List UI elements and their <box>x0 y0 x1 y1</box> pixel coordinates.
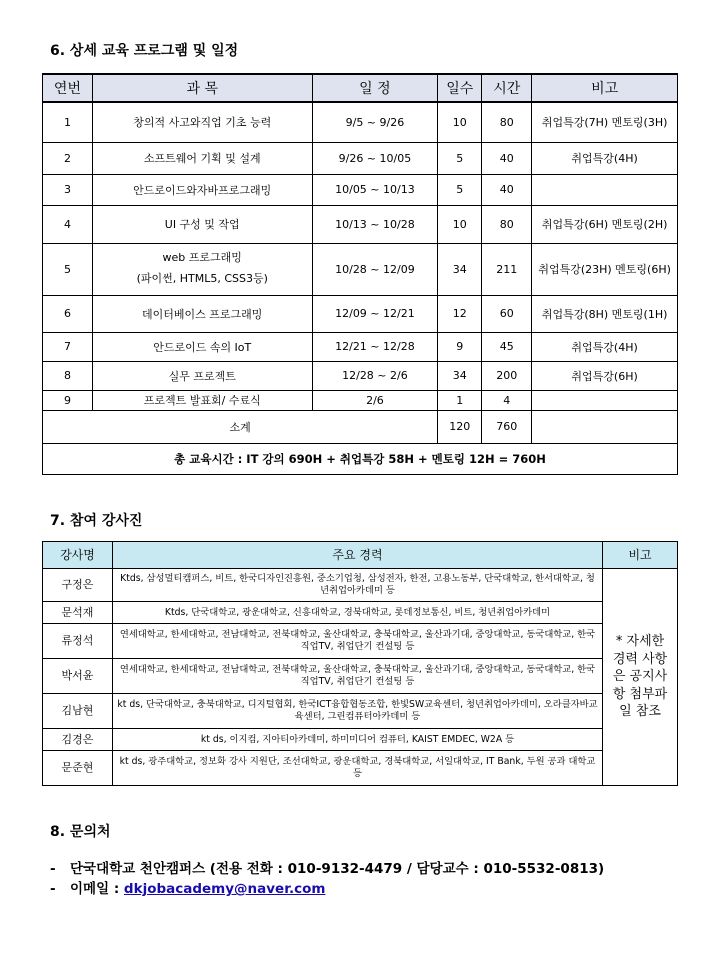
cell-note <box>532 174 678 205</box>
email-link[interactable]: dkjobacademy@naver.com <box>123 881 326 897</box>
cell-note: 취업특강(4H) <box>532 142 678 174</box>
header-subject: 과 목 <box>92 74 312 102</box>
subtotal-label: 소계 <box>43 410 438 443</box>
cell-subject-line1: web 프로그래밍 <box>162 251 242 265</box>
subtotal-note <box>532 410 678 443</box>
cell-days: 10 <box>438 102 482 142</box>
cell-note: 취업특강(8H) 멘토링(1H) <box>532 295 678 332</box>
cell-hours: 80 <box>482 205 532 243</box>
cell-days: 10 <box>438 205 482 243</box>
cell-note: 취업특강(4H) <box>532 332 678 361</box>
cell-period: 10/13 ~ 10/28 <box>312 205 438 243</box>
header-days: 일수 <box>438 74 482 102</box>
section7-title: 7. 참여 강사진 <box>50 513 143 529</box>
cell-days: 5 <box>438 142 482 174</box>
lecturer-career: kt ds, 광주대학교, 정보화 강사 지원단, 조선대학교, 광운대학교, 경북대학교, 서일대학교, IT Bank, 두원 공과 대학교 등 <box>112 751 602 786</box>
total-row <box>43 443 678 474</box>
section6-title: 6. 상세 교육 프로그램 및 일정 <box>50 43 239 59</box>
header-remark: 비고 <box>603 542 678 569</box>
cell-period: 9/26 ~ 10/05 <box>312 142 438 174</box>
lecturer-name: 문석재 <box>43 602 113 624</box>
table-row <box>43 142 678 174</box>
cell-period: 10/28 ~ 12/09 <box>312 243 438 295</box>
cell-note: 취업특강(23H) 멘토링(6H) <box>532 243 678 295</box>
contact-phone-line <box>50 857 604 877</box>
lecturer-career: Ktds, 단국대학교, 광운대학교, 신흥대학교, 경북대학교, 롯데정보통신, 비트, 청년취업아카데미 <box>112 602 602 624</box>
lecturer-name: 문준현 <box>43 751 113 786</box>
cell-hours: 40 <box>482 142 532 174</box>
cell-hours: 40 <box>482 174 532 205</box>
cell-no: 8 <box>43 361 93 390</box>
lecturer-career: Ktds, 삼성멀티캠퍼스, 비트, 한국디자인진흥원, 중소기업청, 삼성전자, 한전, 고용노동부, 단국대학교, 한서대학교, 청년취업아카데미 등 <box>112 569 602 602</box>
cell-subject: 안드로이드 속의 IoT <box>92 332 312 361</box>
table-row <box>43 295 678 332</box>
table-row <box>43 243 678 295</box>
lecturer-career: 연세대학교, 한세대학교, 전남대학교, 전북대학교, 울산대학교, 충북대학교, 울산과기대, 중앙대학교, 동국대학교, 한국직업TV, 취업단기 컨설팅 등 <box>112 659 602 694</box>
cell-days: 9 <box>438 332 482 361</box>
lecturer-name: 류정석 <box>43 624 113 659</box>
cell-days: 1 <box>438 390 482 410</box>
bullet-dash: - <box>50 861 56 877</box>
cell-no: 3 <box>43 174 93 205</box>
table-row <box>43 332 678 361</box>
cell-period: 12/09 ~ 12/21 <box>312 295 438 332</box>
lecturer-name: 구정은 <box>43 569 113 602</box>
cell-no: 9 <box>43 390 93 410</box>
subtotal-row <box>43 410 678 443</box>
cell-period: 12/28 ~ 2/6 <box>312 361 438 390</box>
email-label: 이메일 : <box>70 881 124 897</box>
table-row <box>43 751 678 786</box>
section8-title: 8. 문의처 <box>50 824 111 840</box>
table-row <box>43 569 678 602</box>
cell-no: 2 <box>43 142 93 174</box>
cell-note: 취업특강(6H) <box>532 361 678 390</box>
cell-days: 5 <box>438 174 482 205</box>
cell-subject: 프로젝트 발표회/ 수료식 <box>92 390 312 410</box>
lecturer-name: 김경은 <box>43 729 113 751</box>
cell-subject: UI 구성 및 작업 <box>92 205 312 243</box>
subtotal-hours: 760 <box>482 410 532 443</box>
cell-subject <box>92 243 312 295</box>
header-lecturer: 강사명 <box>43 542 113 569</box>
table-row <box>43 659 678 694</box>
lecturer-name: 박서윤 <box>43 659 113 694</box>
cell-hours: 200 <box>482 361 532 390</box>
table-row <box>43 602 678 624</box>
cell-subject: 실무 프로젝트 <box>92 361 312 390</box>
cell-subject: 데이터베이스 프로그래밍 <box>92 295 312 332</box>
cell-no: 1 <box>43 102 93 142</box>
cell-note: 취업특강(7H) 멘토링(3H) <box>532 102 678 142</box>
cell-hours: 211 <box>482 243 532 295</box>
table-row <box>43 102 678 142</box>
cell-period: 12/21 ~ 12/28 <box>312 332 438 361</box>
header-no: 연번 <box>43 74 93 102</box>
cell-days: 12 <box>438 295 482 332</box>
bullet-dash: - <box>50 881 56 897</box>
cell-days: 34 <box>438 243 482 295</box>
table-row <box>43 729 678 751</box>
cell-period: 10/05 ~ 10/13 <box>312 174 438 205</box>
cell-hours: 60 <box>482 295 532 332</box>
header-hours: 시간 <box>482 74 532 102</box>
cell-subject: 창의적 사고와직업 기초 능력 <box>92 102 312 142</box>
header-career: 주요 경력 <box>112 542 602 569</box>
cell-period: 2/6 <box>312 390 438 410</box>
lecturer-note: * 자세한 경력 사항은 공지사항 첨부파일 참조 <box>603 569 678 786</box>
cell-hours: 80 <box>482 102 532 142</box>
table-row <box>43 361 678 390</box>
table-row <box>43 694 678 729</box>
header-period: 일 정 <box>312 74 438 102</box>
schedule-header-row <box>43 74 678 102</box>
total-hours-summary: 총 교육시간 : IT 강의 690H + 취업특강 58H + 멘토링 12H = 760H <box>43 443 678 474</box>
cell-subject-line2: (파이썬, HTML5, CSS3등) <box>136 272 268 285</box>
cell-subject: 소프트웨어 기획 및 설계 <box>92 142 312 174</box>
cell-no: 7 <box>43 332 93 361</box>
cell-note: 취업특강(6H) 멘토링(2H) <box>532 205 678 243</box>
cell-note <box>532 390 678 410</box>
table-row <box>43 205 678 243</box>
subtotal-days: 120 <box>438 410 482 443</box>
cell-no: 6 <box>43 295 93 332</box>
cell-hours: 4 <box>482 390 532 410</box>
cell-period: 9/5 ~ 9/26 <box>312 102 438 142</box>
cell-days: 34 <box>438 361 482 390</box>
lecturer-name: 김남현 <box>43 694 113 729</box>
cell-no: 4 <box>43 205 93 243</box>
lecturer-career: 연세대학교, 한세대학교, 전남대학교, 전북대학교, 울산대학교, 충북대학교, 울산과기대, 중앙대학교, 동국대학교, 한국직업TV, 취업단기 컨설팅 등 <box>112 624 602 659</box>
cell-no: 5 <box>43 243 93 295</box>
cell-hours: 45 <box>482 332 532 361</box>
contact-phone: 단국대학교 천안캠퍼스 (전용 전화 : 010-9132-4479 / 담당교수 : 010-5532-0813) <box>70 861 605 877</box>
table-row <box>43 174 678 205</box>
lecturer-header-row <box>43 542 678 569</box>
lecturer-table <box>42 541 678 786</box>
header-note: 비고 <box>532 74 678 102</box>
lecturer-career: kt ds, 이지컴, 지아티아카데미, 하미미디어 컴퓨터, KAIST EMDEC, W2A 등 <box>112 729 602 751</box>
schedule-table <box>42 73 678 475</box>
contact-email-line <box>50 877 325 897</box>
table-row <box>43 390 678 410</box>
cell-subject: 안드로이드와자바프로그래밍 <box>92 174 312 205</box>
lecturer-career: kt ds, 단국대학교, 충북대학교, 디지털협회, 한국ICT융합협동조합, 한빛SW교육센터, 청년취업아카데미, 오라클자바교육센터, 그린컴퓨터아카데미 등 <box>112 694 602 729</box>
table-row <box>43 624 678 659</box>
